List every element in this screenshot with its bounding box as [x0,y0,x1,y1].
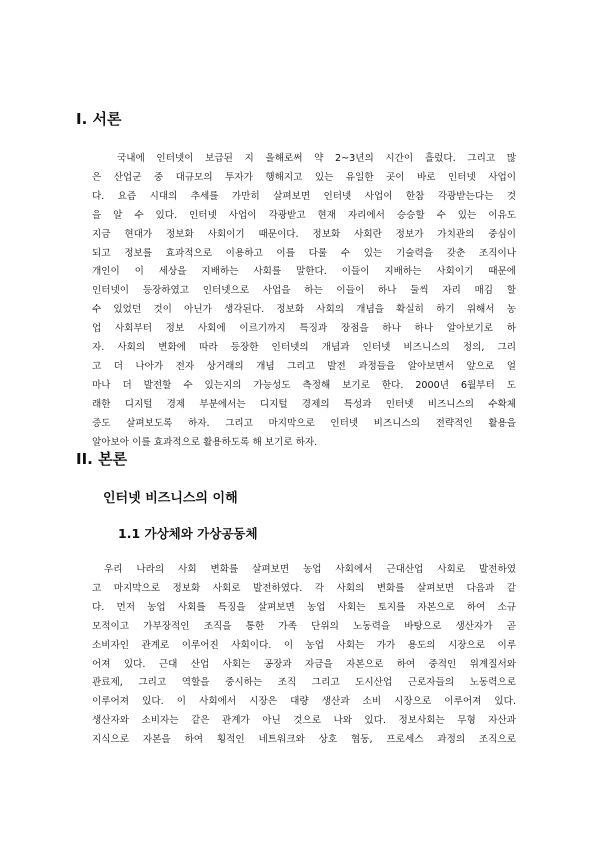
paragraph-line: 마나 더 발전할 수 있는지의 가능성도 측정해 보기로 한다. 2000년 6월부터 도 [92,379,516,391]
body-paragraph [92,561,516,750]
subsubsection-heading: 1.1 가상체와 가상공동체 [118,526,258,541]
paragraph-line: 관료제, 그리고 역할을 중시하는 조직 그리고 도시산업 근로자들의 노동력으로 [92,677,516,689]
paragraph-line: 되고 정보를 효과적으로 이용하고 이를 다룰 수 있는 기술력을 갖춘 조직이나 [92,247,516,259]
paragraph-line: 업 사회부터 정보 사회에 이르기까지 특징과 장점을 하나 하나 알아보기로 하 [92,323,516,335]
paragraph-line: 을 알 수 있다. 인터넷 사업이 각광받고 현재 자리에서 승승할 수 있는 이유도 [92,209,516,221]
paragraph-line: 증도 살펴보도록 하자. 그리고 마지막으로 인터넷 비즈니스의 전략적인 활용을 [92,417,516,429]
paragraph-line: 은 산업군 중 대규모의 투자가 행해지고 있는 유일한 곳이 바로 인터넷 사업이 [92,171,516,183]
paragraph-line: 알아보아 이를 효과적으로 활용하도록 해 보기로 하자. [92,436,318,448]
paragraph-line: 고 더 나아가 전자 상거래의 개념 그리고 발전 과정들을 알아보면서 앞으로 얼 [92,360,516,372]
paragraph-line: 모적이고 가부장적인 조직을 통한 가족 단위의 노동력을 바탕으로 생산자가 곧 [92,620,516,632]
paragraph-line: 지금 현대가 정보화 사회이기 때문이다. 정보화 사회란 정보가 가치관의 중심이 [92,228,516,240]
paragraph-line: 다. 요즘 시대의 추세를 가만히 살펴보면 인터넷 사업이 한참 각광받는다는 것 [92,190,516,202]
paragraph-line: 어져 있다. 근대 산업 사회는 공장과 자금을 자본으로 하여 중적인 위계질서와 [92,658,516,670]
paragraph-line: 인터넷이 등장하였고 인터넷으로 사업을 하는 이들이 하나 둘씩 자리 매김 할 [92,285,516,297]
paragraph-line: 자. 사회의 변화에 따라 등장한 인터넷의 개념과 인터넷 비즈니스의 정의, 그리 [92,342,516,354]
introduction-paragraph [92,150,516,453]
section-heading-body: II. 본론 [76,450,128,468]
section-heading-introduction: I. 서론 [76,110,122,128]
paragraph-line: 지식으로 자본을 하여 횡적인 네트워크와 상호 협동, 프로세스 과정의 조직으로 [92,734,516,746]
subsection-heading: 인터넷 비즈니스의 이해 [103,491,238,506]
paragraph-line: 래한 디지털 경제 부분에서는 디지털 경제의 특성과 인터넷 비즈니스의 수확체 [92,398,516,410]
paragraph-line: 국내에 인터넷이 보급된 지 올해로써 약 2~3년의 시간이 흘렀다. 그리고 많 [117,153,516,164]
paragraph-line: 소비자인 관계로 이루어진 사회이다. 이 농업 사회는 가가 용도의 시장으로 이루 [92,639,516,651]
paragraph-line: 우리 나라의 사회 변화를 살펴보면 농업 사회에서 근대산업 사회로 발전하였 [104,564,516,575]
paragraph-line: 수 있었던 것이 아닌가 생각된다. 정보화 사회의 개념을 확실히 하기 위해서 농 [92,304,516,316]
paragraph-line: 개인이 이 세상을 지배하는 사회를 말한다. 이들이 지배하는 사회이기 때문에 [92,266,516,278]
paragraph-line: 다. 먼저 농업 사회를 특징을 살펴보면 농업 사회는 토지를 자본으로 하여 소규 [92,601,516,613]
paragraph-line: 생산자와 소비자는 같은 관계가 아닌 것으로 나와 있다. 정보사회는 무형 자산과 [92,715,516,727]
paragraph-line: 고 마지막으로 정보화 사회로 발전하였다. 각 사회의 변화를 살펴보면 다음과 같 [92,582,516,594]
paragraph-line: 이루어져 있다. 이 사회에서 시장은 대량 생산과 소비 시장으로 이루어져 있다. [92,696,516,708]
